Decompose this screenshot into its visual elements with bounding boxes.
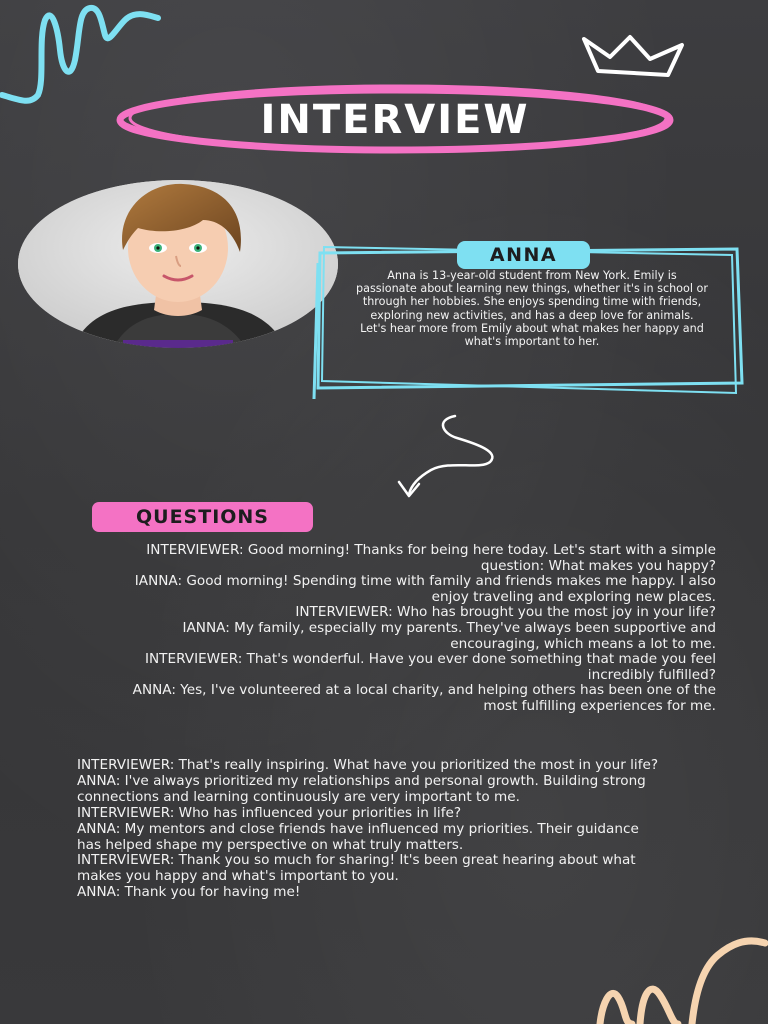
questions-label: QUESTIONS [92, 502, 313, 532]
qa-line: ANNA: Thank you for having me! [77, 884, 301, 901]
qa-line: IANNA: My family, especially my parents. They've always been supportive and encouraging, which means a lot to me. [182, 619, 716, 652]
page-title: INTERVIEW [260, 97, 530, 143]
squiggle-decoration-bottom-right [580, 925, 768, 1024]
qa-line: INTERVIEWER: Who has brought you the most joy in your life? [295, 604, 716, 621]
arrow-down-icon [395, 410, 505, 500]
qa-line: INTERVIEWER: That's really inspiring. What have you prioritized the most in your life? [77, 757, 659, 773]
profile-bio: Anna is 13-year-old student from New York. Emily is passionate about learning new things, whether it's in school or through her hobbies. She enjoys spending time with friends, exploring new activities, and has a deep love for animals. Let's hear more from Emily about what makes her happy and what's important to her. [356, 269, 708, 349]
qa-section-left [77, 758, 667, 901]
qa-line: IANNA: Good morning! Spending time with family and friends makes me happy. I also enjoy traveling and exploring new places. [134, 573, 716, 605]
qa-line: ANNA: Yes, I've volunteered at a local charity, and helping others has been one of the most fulfilling experiences for me. [132, 682, 716, 714]
qa-line: INTERVIEWER: Thank you so much for sharing! It's been great hearing about what makes you happy and what's important to you. [77, 852, 636, 885]
qa-line: INTERVIEWER: Good morning! Thanks for being here today. Let's start with a simple question: What makes you happy? [146, 542, 716, 574]
qa-line: INTERVIEWER: Who has influenced your priorities in life? [77, 804, 462, 821]
title-banner [110, 80, 680, 160]
qa-line: ANNA: I've always prioritized my relationships and personal growth. Building strong connections and learning continuously are very important to me. [77, 772, 646, 805]
profile-card [312, 243, 744, 401]
qa-line: ANNA: My mentors and close friends have influenced my priorities. Their guidance has helped shape my perspective on what truly matters. [77, 820, 639, 853]
crown-icon [580, 33, 690, 81]
qa-line: INTERVIEWER: That's wonderful. Have you ever done something that made you feel incredibly fulfilled? [145, 651, 716, 683]
profile-name-tag: ANNA [457, 241, 590, 269]
qa-section-right [120, 543, 716, 715]
profile-photo [18, 180, 338, 348]
